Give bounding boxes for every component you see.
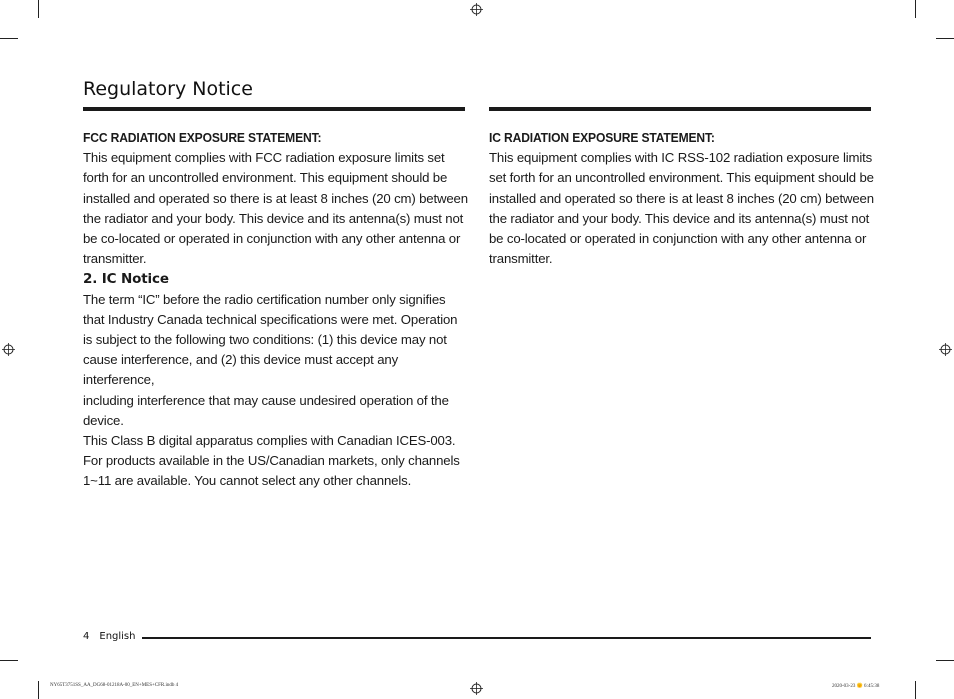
ic-line: This equipment complies with IC RSS-102 radiation exposure limits	[489, 150, 873, 166]
footer-rule	[142, 637, 871, 639]
page-title: Regulatory Notice	[83, 78, 253, 100]
registration-mark-icon	[939, 343, 952, 356]
registration-mark-icon	[470, 3, 483, 16]
page-footer	[83, 631, 135, 642]
footer-language: English	[99, 631, 136, 642]
fcc-heading: FCC RADIATION EXPOSURE STATEMENT:	[83, 131, 322, 145]
ic-notice-line: including interference that may cause undesired operation of the	[83, 392, 449, 408]
fcc-line: installed and operated so there is at least 8 inches (20 cm) between	[83, 190, 468, 206]
registration-mark-icon	[2, 343, 15, 356]
ic-notice-heading: 2. IC Notice	[83, 271, 169, 288]
ic-line: be co-located or operated in conjunction with any other antenna or	[489, 231, 867, 247]
fcc-line: transmitter.	[83, 251, 147, 267]
crop-mark	[936, 38, 954, 39]
crop-mark	[915, 681, 916, 699]
print-slug-date: 2020-03-23 🌞 6:45:38	[832, 684, 880, 689]
crop-mark	[936, 660, 954, 661]
left-heading-rule	[83, 107, 465, 111]
ic-notice-line: cause interference, and (2) this device must accept any interference,	[83, 352, 399, 388]
right-column	[489, 128, 874, 269]
crop-mark	[915, 0, 916, 18]
ic-line: transmitter.	[489, 251, 553, 267]
left-column	[83, 128, 468, 492]
ic-line: set forth for an uncontrolled environment. This equipment should be	[489, 170, 874, 186]
ic-notice-line: is subject to the following two conditions: (1) this device may not	[83, 332, 447, 348]
ic-notice-line: This Class B digital apparatus complies with Canadian ICES-003.	[83, 433, 456, 449]
crop-mark	[0, 38, 18, 39]
crop-mark	[38, 0, 39, 18]
fcc-line: forth for an uncontrolled environment. This equipment should be	[83, 170, 448, 186]
ic-notice-line: 1~11 are available. You cannot select any other channels.	[83, 473, 412, 489]
fcc-line: the radiator and your body. This device and its antenna(s) must not	[83, 210, 464, 226]
ic-line: the radiator and your body. This device and its antenna(s) must not	[489, 210, 870, 226]
fcc-line: be co-located or operated in conjunction with any other antenna or	[83, 231, 461, 247]
crop-mark	[38, 681, 39, 699]
page-number: 4	[83, 631, 90, 642]
ic-notice-line: For products available in the US/Canadian markets, only channels	[83, 453, 460, 469]
ic-notice-line: The term “IC” before the radio certification number only signifies	[83, 291, 446, 307]
ic-heading: IC RADIATION EXPOSURE STATEMENT:	[489, 131, 715, 145]
ic-notice-line: that Industry Canada technical specifications were met. Operation	[83, 311, 458, 327]
right-heading-rule	[489, 107, 871, 111]
ic-line: installed and operated so there is at least 8 inches (20 cm) between	[489, 190, 874, 206]
crop-mark	[0, 660, 18, 661]
fcc-line: This equipment complies with FCC radiation exposure limits set	[83, 150, 445, 166]
print-slug-file: NY65T3751SS_AA_DG68-01218A-00_EN+MES+CFR.indb 4	[50, 683, 179, 688]
ic-notice-line: device.	[83, 412, 124, 428]
registration-mark-icon	[470, 682, 483, 695]
